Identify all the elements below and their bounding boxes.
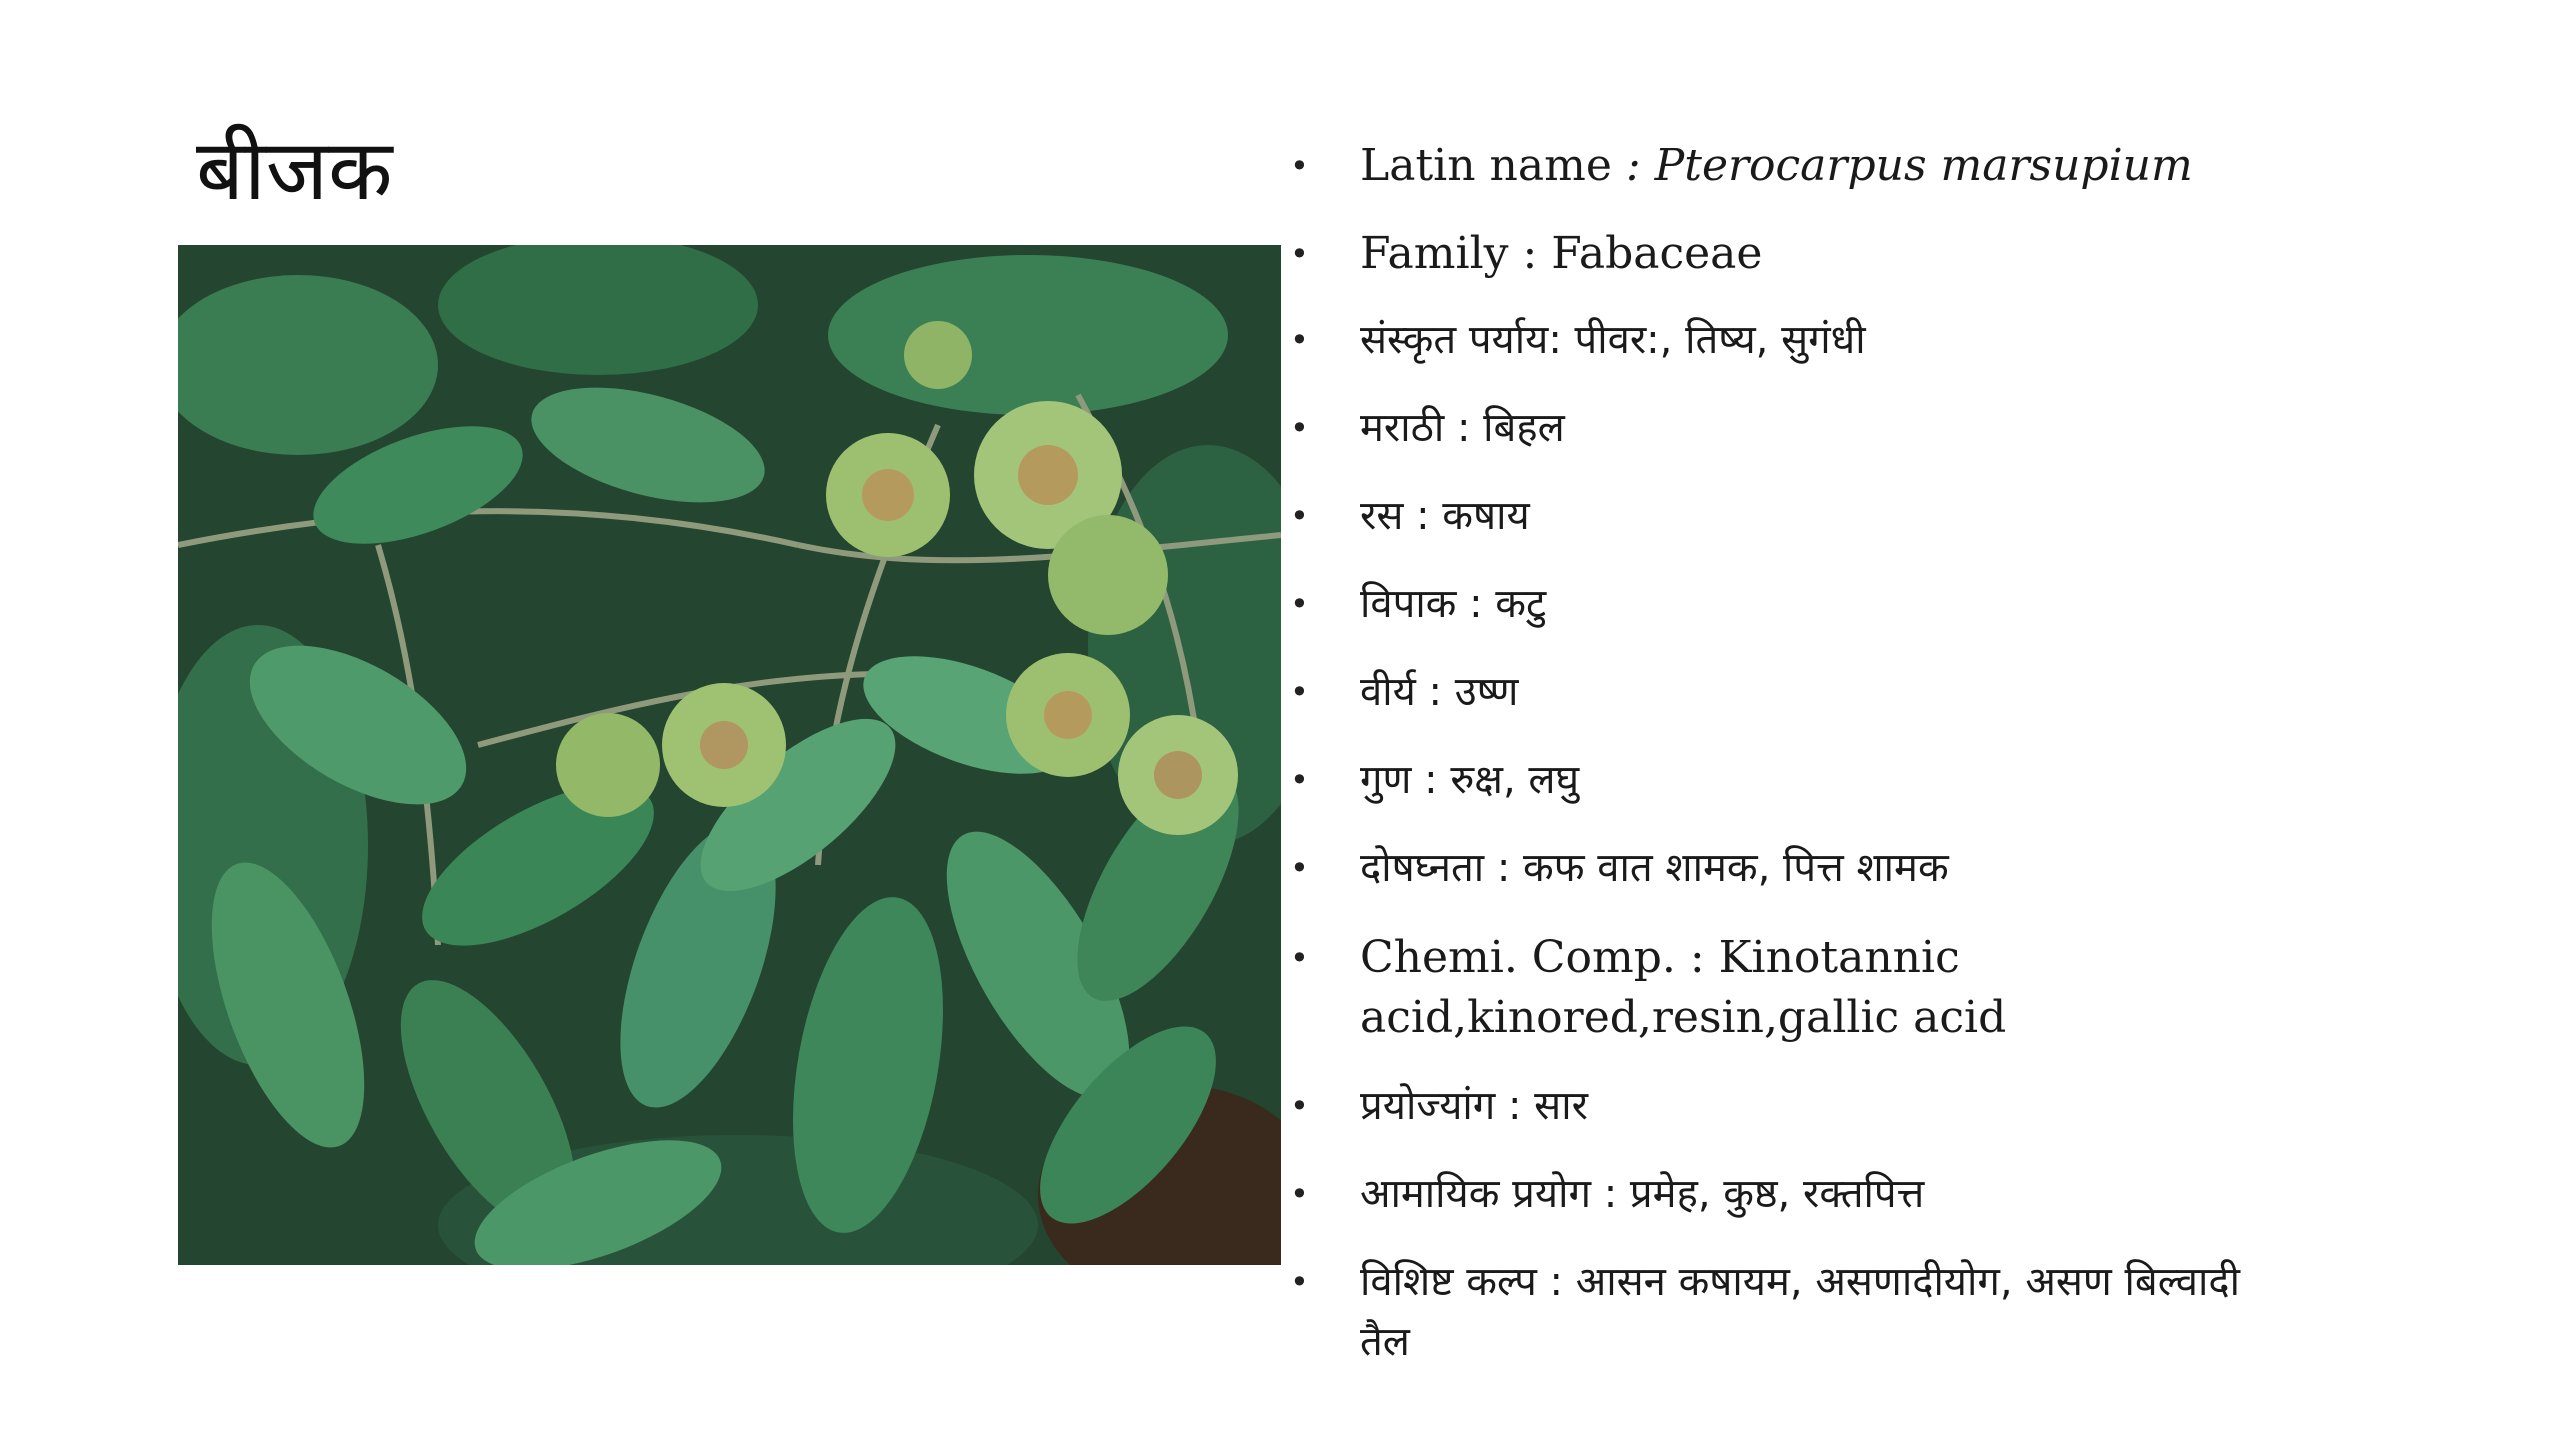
bullet-marker: • <box>1290 939 1309 977</box>
bullet-marker: • <box>1290 147 1309 185</box>
bullet-marker: • <box>1290 673 1309 711</box>
bullet-marker: • <box>1290 321 1309 359</box>
guna-text: गुण : रुक्ष, लघु <box>1360 757 1580 803</box>
vishishta-kalpa-line-2: तैल <box>1360 1319 1410 1365</box>
chemical-composition-line-1: Chemi. Comp. : Kinotannic <box>1360 932 1960 983</box>
plant-illustration <box>178 245 1281 1265</box>
amayika-prayoga-text: आमायिक प्रयोग : प्रमेह, कुष्ठ, रक्तपित्त <box>1360 1171 1925 1217</box>
latin-name-label: Latin name <box>1360 140 1612 191</box>
rasa-text: रस : कषाय <box>1360 493 1530 539</box>
bullet-marker: • <box>1290 1263 1309 1301</box>
bullet-marker: • <box>1290 1087 1309 1125</box>
bullet-marker: • <box>1290 761 1309 799</box>
bullet-marker: • <box>1290 235 1309 273</box>
bullet-marker: • <box>1290 497 1309 535</box>
bullet-marker: • <box>1290 585 1309 623</box>
chemical-composition-line-2: acid,kinored,resin,gallic acid <box>1360 992 2007 1043</box>
latin-name-value: : Pterocarpus marsupium <box>1625 140 2193 191</box>
family-text: Family : Fabaceae <box>1360 228 1763 279</box>
vipaka-text: विपाक : कटु <box>1360 581 1547 627</box>
bullet-marker: • <box>1290 409 1309 447</box>
doshaghnata-text: दोषघ्नता : कफ वात शामक, पित्त शामक <box>1360 845 1949 891</box>
plant-photo <box>178 245 1281 1265</box>
prayojyanga-text: प्रयोज्यांग : सार <box>1360 1083 1588 1129</box>
sanskrit-text: संस्कृत पर्याय: पीवर:, तिष्य, सुगंधी <box>1360 317 1866 363</box>
vishishta-kalpa-line-1: विशिष्ट कल्प : आसन कषायम, असणादीयोग, असण बिल्वादी <box>1360 1259 2240 1305</box>
virya-text: वीर्य : उष्ण <box>1360 669 1519 715</box>
marathi-text: मराठी : बिहल <box>1360 405 1565 451</box>
bullet-marker: • <box>1290 849 1309 887</box>
bullet-marker: • <box>1290 1175 1309 1213</box>
slide-title: बीजक <box>196 121 393 219</box>
